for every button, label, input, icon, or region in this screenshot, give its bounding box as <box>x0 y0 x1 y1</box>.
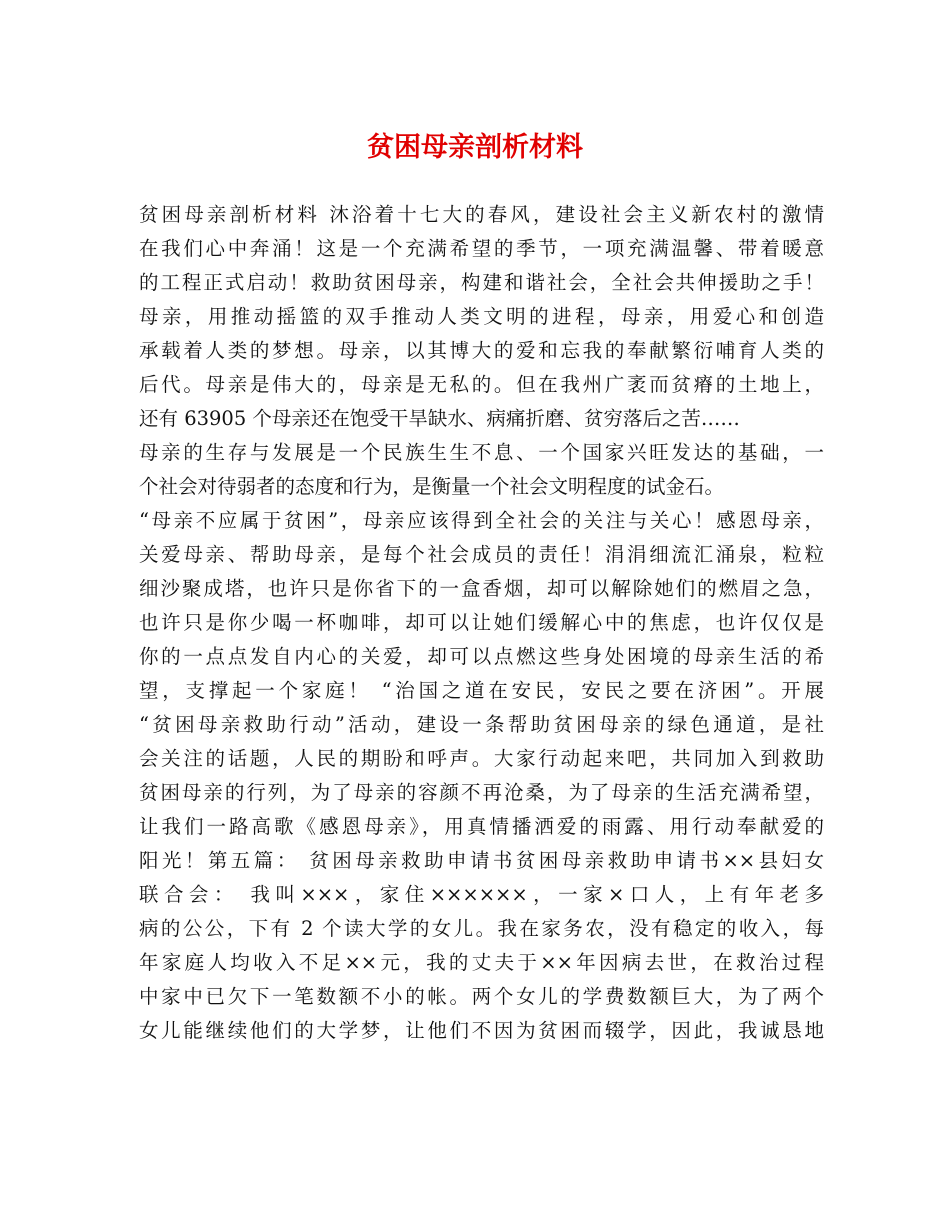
body-text-line: 细沙聚成塔，也许只是你省下的一盒香烟，却可以解除她们的燃眉之急， <box>139 577 824 600</box>
body-text-line: 还有 63905 个母亲还在饱受干旱缺水、病痛折磨、贫穷落后之苦…… <box>139 407 740 430</box>
body-text-line: 女儿能继续他们的大学梦，让他们不因为贫困而辍学，因此，我诚恳地 <box>139 1019 824 1042</box>
body-text-line: 贫困母亲剖析材料 沐浴着十七大的春风，建设社会主义新农村的激情 <box>139 203 824 226</box>
body-text-line: 会关注的话题，人民的期盼和呼声。大家行动起来吧，共同加入到救助 <box>139 747 824 770</box>
body-text-line: 贫困母亲的行列，为了母亲的容颜不再沧桑，为了母亲的生活充满希望， <box>139 781 824 804</box>
body-text-line: 望，支撑起一个家庭！ “治国之道在安民，安民之要在济困”。开展 <box>139 679 824 702</box>
document-title: 贫困母亲剖析材料 <box>367 132 583 163</box>
body-text-line: 的工程正式启动！救助贫困母亲，构建和谐社会，全社会共伸援助之手！ <box>139 271 824 294</box>
body-text-line: 在我们心中奔涌！这是一个充满希望的季节，一项充满温馨、带着暖意 <box>139 237 824 260</box>
body-text-line: 母亲，用推动摇篮的双手推动人类文明的进程，母亲，用爱心和创造 <box>139 305 824 328</box>
body-text-line: 中家中已欠下一笔数额不小的帐。两个女儿的学费数额巨大，为了两个 <box>139 985 824 1008</box>
body-text-line: 承载着人类的梦想。母亲，以其博大的爱和忘我的奉献繁衍哺育人类的 <box>139 339 824 362</box>
body-text-line: 让我们一路高歌《感恩母亲》，用真情播洒爱的雨露、用行动奉献爱的 <box>139 815 824 838</box>
body-text-line: 后代。母亲是伟大的，母亲是无私的。但在我州广袤而贫瘠的土地上， <box>139 373 824 396</box>
body-text-line: 病的公公，下有 2 个读大学的女儿。我在家务农，没有稳定的收入，每 <box>139 917 824 940</box>
body-text-line: 阳光！第五篇： 贫困母亲救助申请书贫困母亲救助申请书××县妇女 <box>139 849 824 872</box>
body-text-line: 也许只是你少喝一杯咖啡，却可以让她们缓解心中的焦虑，也许仅仅是 <box>139 611 824 634</box>
body-text-line: 关爱母亲、帮助母亲，是每个社会成员的责任！涓涓细流汇涌泉，粒粒 <box>139 543 824 566</box>
body-text-line: 联合会： 我叫×××，家住××××××，一家×口人，上有年老多 <box>139 883 824 906</box>
body-text-line: “母亲不应属于贫困”，母亲应该得到全社会的关注与关心！感恩母亲， <box>139 509 824 532</box>
document-body <box>139 198 824 1048</box>
body-text-line: 你的一点点发自内心的关爱，却可以点燃这些身处困境的母亲生活的希 <box>139 645 824 668</box>
body-text-line: “贫困母亲救助行动”活动，建设一条帮助贫困母亲的绿色通道，是社 <box>139 713 824 736</box>
body-text-line: 母亲的生存与发展是一个民族生生不息、一个国家兴旺发达的基础，一 <box>139 441 824 464</box>
body-text-line: 年家庭人均收入不足××元，我的丈夫于××年因病去世，在救治过程 <box>139 951 824 974</box>
body-text-line: 个社会对待弱者的态度和行为，是衡量一个社会文明程度的试金石。 <box>139 475 725 498</box>
